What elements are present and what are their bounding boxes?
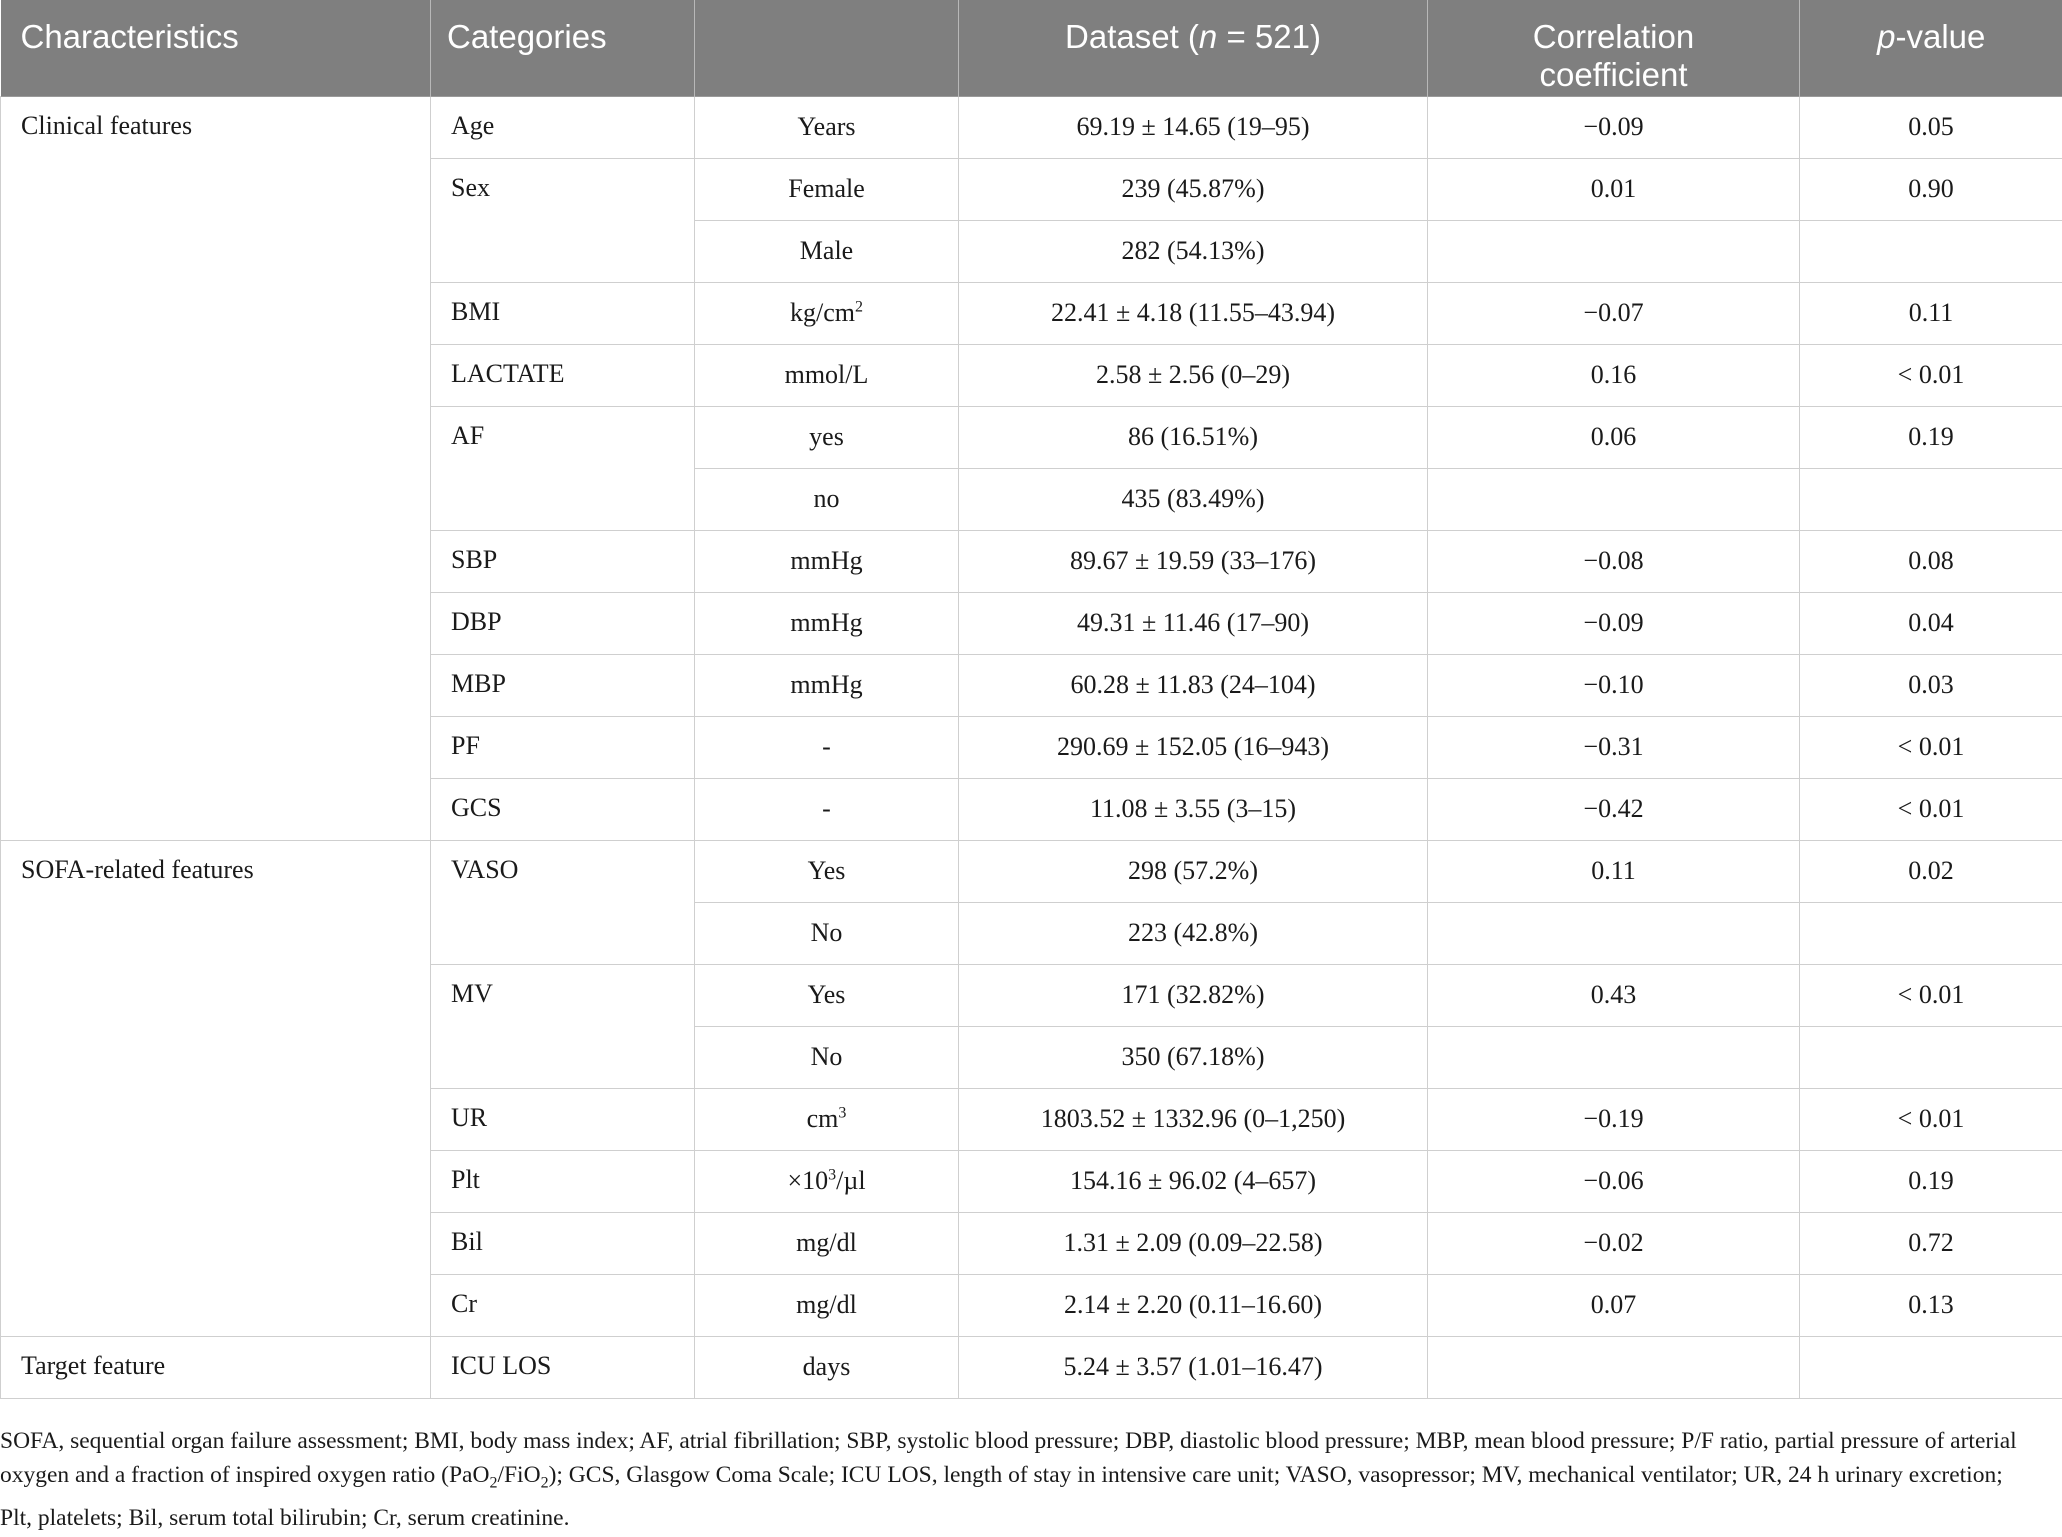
table-row <box>1 96 2062 158</box>
p-value-cell: 0.11 <box>1800 282 2062 344</box>
correlation-cell: −0.06 <box>1428 1150 1800 1212</box>
p-value-cell: 0.19 <box>1800 1150 2062 1212</box>
dataset-cell: 171 (32.82%) <box>959 964 1428 1026</box>
p-value-cell <box>1800 220 2062 282</box>
unit-cell <box>695 1150 959 1212</box>
dataset-cell: 11.08 ± 3.55 (3–15) <box>959 778 1428 840</box>
header-p-suffix: -value <box>1895 18 1986 55</box>
unit-superscript: 3 <box>838 1104 847 1122</box>
header-p-italic: p <box>1877 18 1896 55</box>
p-value-cell: 0.02 <box>1800 840 2062 902</box>
p-value-cell: 0.08 <box>1800 530 2062 592</box>
unit-cell: No <box>695 902 959 964</box>
footnote-part3: ); GCS, Glasgow Coma Scale; ICU LOS, length of stay in intensive care unit; VASO, vasopressor; MV, mechanical ventilator; UR, 24 h urinary excretion; Plt, platelets; Bil, serum total bilirubin; Cr, serum creatinine. <box>0 1462 2003 1531</box>
correlation-cell: −0.19 <box>1428 1088 1800 1150</box>
correlation-cell <box>1428 468 1800 530</box>
dataset-cell: 1803.52 ± 1332.96 (0–1,250) <box>959 1088 1428 1150</box>
p-value-cell: 0.04 <box>1800 592 2062 654</box>
dataset-cell: 223 (42.8%) <box>959 902 1428 964</box>
correlation-cell: 0.16 <box>1428 344 1800 406</box>
dataset-cell: 1.31 ± 2.09 (0.09–22.58) <box>959 1212 1428 1274</box>
unit-cell: mmHg <box>695 592 959 654</box>
unit-cell <box>695 1088 959 1150</box>
unit-cell: Male <box>695 220 959 282</box>
correlation-cell <box>1428 1026 1800 1088</box>
table-row <box>1 1336 2062 1398</box>
dataset-cell: 282 (54.13%) <box>959 220 1428 282</box>
dataset-cell: 298 (57.2%) <box>959 840 1428 902</box>
unit-cell: - <box>695 716 959 778</box>
correlation-cell: 0.43 <box>1428 964 1800 1026</box>
correlation-cell: −0.09 <box>1428 96 1800 158</box>
p-value-cell: < 0.01 <box>1800 1088 2062 1150</box>
dataset-cell: 69.19 ± 14.65 (19–95) <box>959 96 1428 158</box>
variable-cell: Age <box>431 96 695 158</box>
unit-cell: Female <box>695 158 959 220</box>
table-header-row <box>1 0 2062 96</box>
unit-tail: /µl <box>836 1166 866 1195</box>
correlation-cell: −0.10 <box>1428 654 1800 716</box>
header-characteristics: Characteristics <box>1 0 431 96</box>
p-value-cell: < 0.01 <box>1800 344 2062 406</box>
variable-cell: AF <box>431 406 695 530</box>
correlation-cell: −0.09 <box>1428 592 1800 654</box>
dataset-cell: 86 (16.51%) <box>959 406 1428 468</box>
unit-cell <box>695 282 959 344</box>
footnote-sub2: 2 <box>540 1474 549 1492</box>
correlation-cell: 0.06 <box>1428 406 1800 468</box>
p-value-cell: < 0.01 <box>1800 716 2062 778</box>
group-label: SOFA-related features <box>1 840 431 1336</box>
dataset-cell: 89.67 ± 19.59 (33–176) <box>959 530 1428 592</box>
unit-cell: no <box>695 468 959 530</box>
variable-cell: LACTATE <box>431 344 695 406</box>
variable-cell: SBP <box>431 530 695 592</box>
p-value-cell <box>1800 468 2062 530</box>
p-value-cell: < 0.01 <box>1800 964 2062 1026</box>
correlation-cell: −0.31 <box>1428 716 1800 778</box>
variable-cell: MV <box>431 964 695 1088</box>
footnote-part2: /FiO <box>497 1462 541 1488</box>
correlation-cell <box>1428 1336 1800 1398</box>
footnote-sub1: 2 <box>489 1474 498 1492</box>
header-dataset-prefix: Dataset ( <box>1065 18 1199 55</box>
correlation-cell: −0.02 <box>1428 1212 1800 1274</box>
correlation-cell: −0.42 <box>1428 778 1800 840</box>
header-p-value <box>1800 0 2062 96</box>
p-value-cell: 0.05 <box>1800 96 2062 158</box>
p-value-cell <box>1800 902 2062 964</box>
header-categories: Categories <box>431 0 695 96</box>
correlation-cell: −0.08 <box>1428 530 1800 592</box>
variable-cell: ICU LOS <box>431 1336 695 1398</box>
table-row <box>1 840 2062 902</box>
header-categories-unit-spacer <box>695 0 959 96</box>
unit-cell: No <box>695 1026 959 1088</box>
unit-cell: yes <box>695 406 959 468</box>
dataset-cell: 49.31 ± 11.46 (17–90) <box>959 592 1428 654</box>
dataset-cell: 5.24 ± 3.57 (1.01–16.47) <box>959 1336 1428 1398</box>
variable-cell: VASO <box>431 840 695 964</box>
unit-base: kg/cm <box>790 298 855 327</box>
dataset-cell: 22.41 ± 4.18 (11.55–43.94) <box>959 282 1428 344</box>
unit-superscript: 2 <box>855 298 863 316</box>
header-correlation-line1: Correlation <box>1532 18 1695 55</box>
dataset-cell: 2.58 ± 2.56 (0–29) <box>959 344 1428 406</box>
header-dataset <box>959 0 1428 96</box>
unit-base: cm <box>806 1104 839 1133</box>
correlation-cell: −0.07 <box>1428 282 1800 344</box>
dataset-cell: 154.16 ± 96.02 (4–657) <box>959 1150 1428 1212</box>
correlation-cell <box>1428 902 1800 964</box>
unit-cell: mmol/L <box>695 344 959 406</box>
p-value-cell: < 0.01 <box>1800 778 2062 840</box>
dataset-cell: 239 (45.87%) <box>959 158 1428 220</box>
unit-cell: days <box>695 1336 959 1398</box>
header-correlation-line2: coefficient <box>1539 56 1688 93</box>
correlation-cell: 0.07 <box>1428 1274 1800 1336</box>
unit-cell: - <box>695 778 959 840</box>
unit-cell: mg/dl <box>695 1274 959 1336</box>
unit-cell: mmHg <box>695 654 959 716</box>
header-dataset-n: n <box>1198 18 1218 55</box>
dataset-cell: 2.14 ± 2.20 (0.11–16.60) <box>959 1274 1428 1336</box>
variable-cell: BMI <box>431 282 695 344</box>
unit-cell: mmHg <box>695 530 959 592</box>
variable-cell: Bil <box>431 1212 695 1274</box>
dataset-cell: 290.69 ± 152.05 (16–943) <box>959 716 1428 778</box>
unit-base: ×10 <box>787 1166 829 1195</box>
unit-superscript: 3 <box>828 1166 837 1184</box>
unit-cell: Yes <box>695 964 959 1026</box>
variable-cell: UR <box>431 1088 695 1150</box>
p-value-cell: 0.72 <box>1800 1212 2062 1274</box>
group-label: Target feature <box>1 1336 431 1398</box>
correlation-cell: 0.01 <box>1428 158 1800 220</box>
footnote-part1: SOFA, sequential organ failure assessment; BMI, body mass index; AF, atrial fibrillation; SBP, systolic blood pressure; DBP, diastolic blood pressure; MBP, mean blood pressure; P/F ratio, partial pressure of arterial oxygen and a fraction of inspired oxygen ratio (PaO <box>0 1428 2017 1488</box>
dataset-cell: 60.28 ± 11.83 (24–104) <box>959 654 1428 716</box>
variable-cell: GCS <box>431 778 695 840</box>
variable-cell: Sex <box>431 158 695 282</box>
table-footnote <box>0 1424 2020 1535</box>
correlation-cell: 0.11 <box>1428 840 1800 902</box>
variable-cell: PF <box>431 716 695 778</box>
variable-cell: Plt <box>431 1150 695 1212</box>
p-value-cell <box>1800 1336 2062 1398</box>
header-correlation <box>1428 0 1800 96</box>
p-value-cell: 0.03 <box>1800 654 2062 716</box>
p-value-cell: 0.19 <box>1800 406 2062 468</box>
unit-cell: Years <box>695 96 959 158</box>
p-value-cell: 0.90 <box>1800 158 2062 220</box>
header-dataset-suffix: = 521) <box>1217 18 1321 55</box>
variable-cell: MBP <box>431 654 695 716</box>
dataset-cell: 350 (67.18%) <box>959 1026 1428 1088</box>
p-value-cell <box>1800 1026 2062 1088</box>
group-label: Clinical features <box>1 96 431 840</box>
unit-cell: mg/dl <box>695 1212 959 1274</box>
variable-cell: Cr <box>431 1274 695 1336</box>
unit-cell: Yes <box>695 840 959 902</box>
p-value-cell: 0.13 <box>1800 1274 2062 1336</box>
variable-cell: DBP <box>431 592 695 654</box>
correlation-cell <box>1428 220 1800 282</box>
dataset-cell: 435 (83.49%) <box>959 468 1428 530</box>
